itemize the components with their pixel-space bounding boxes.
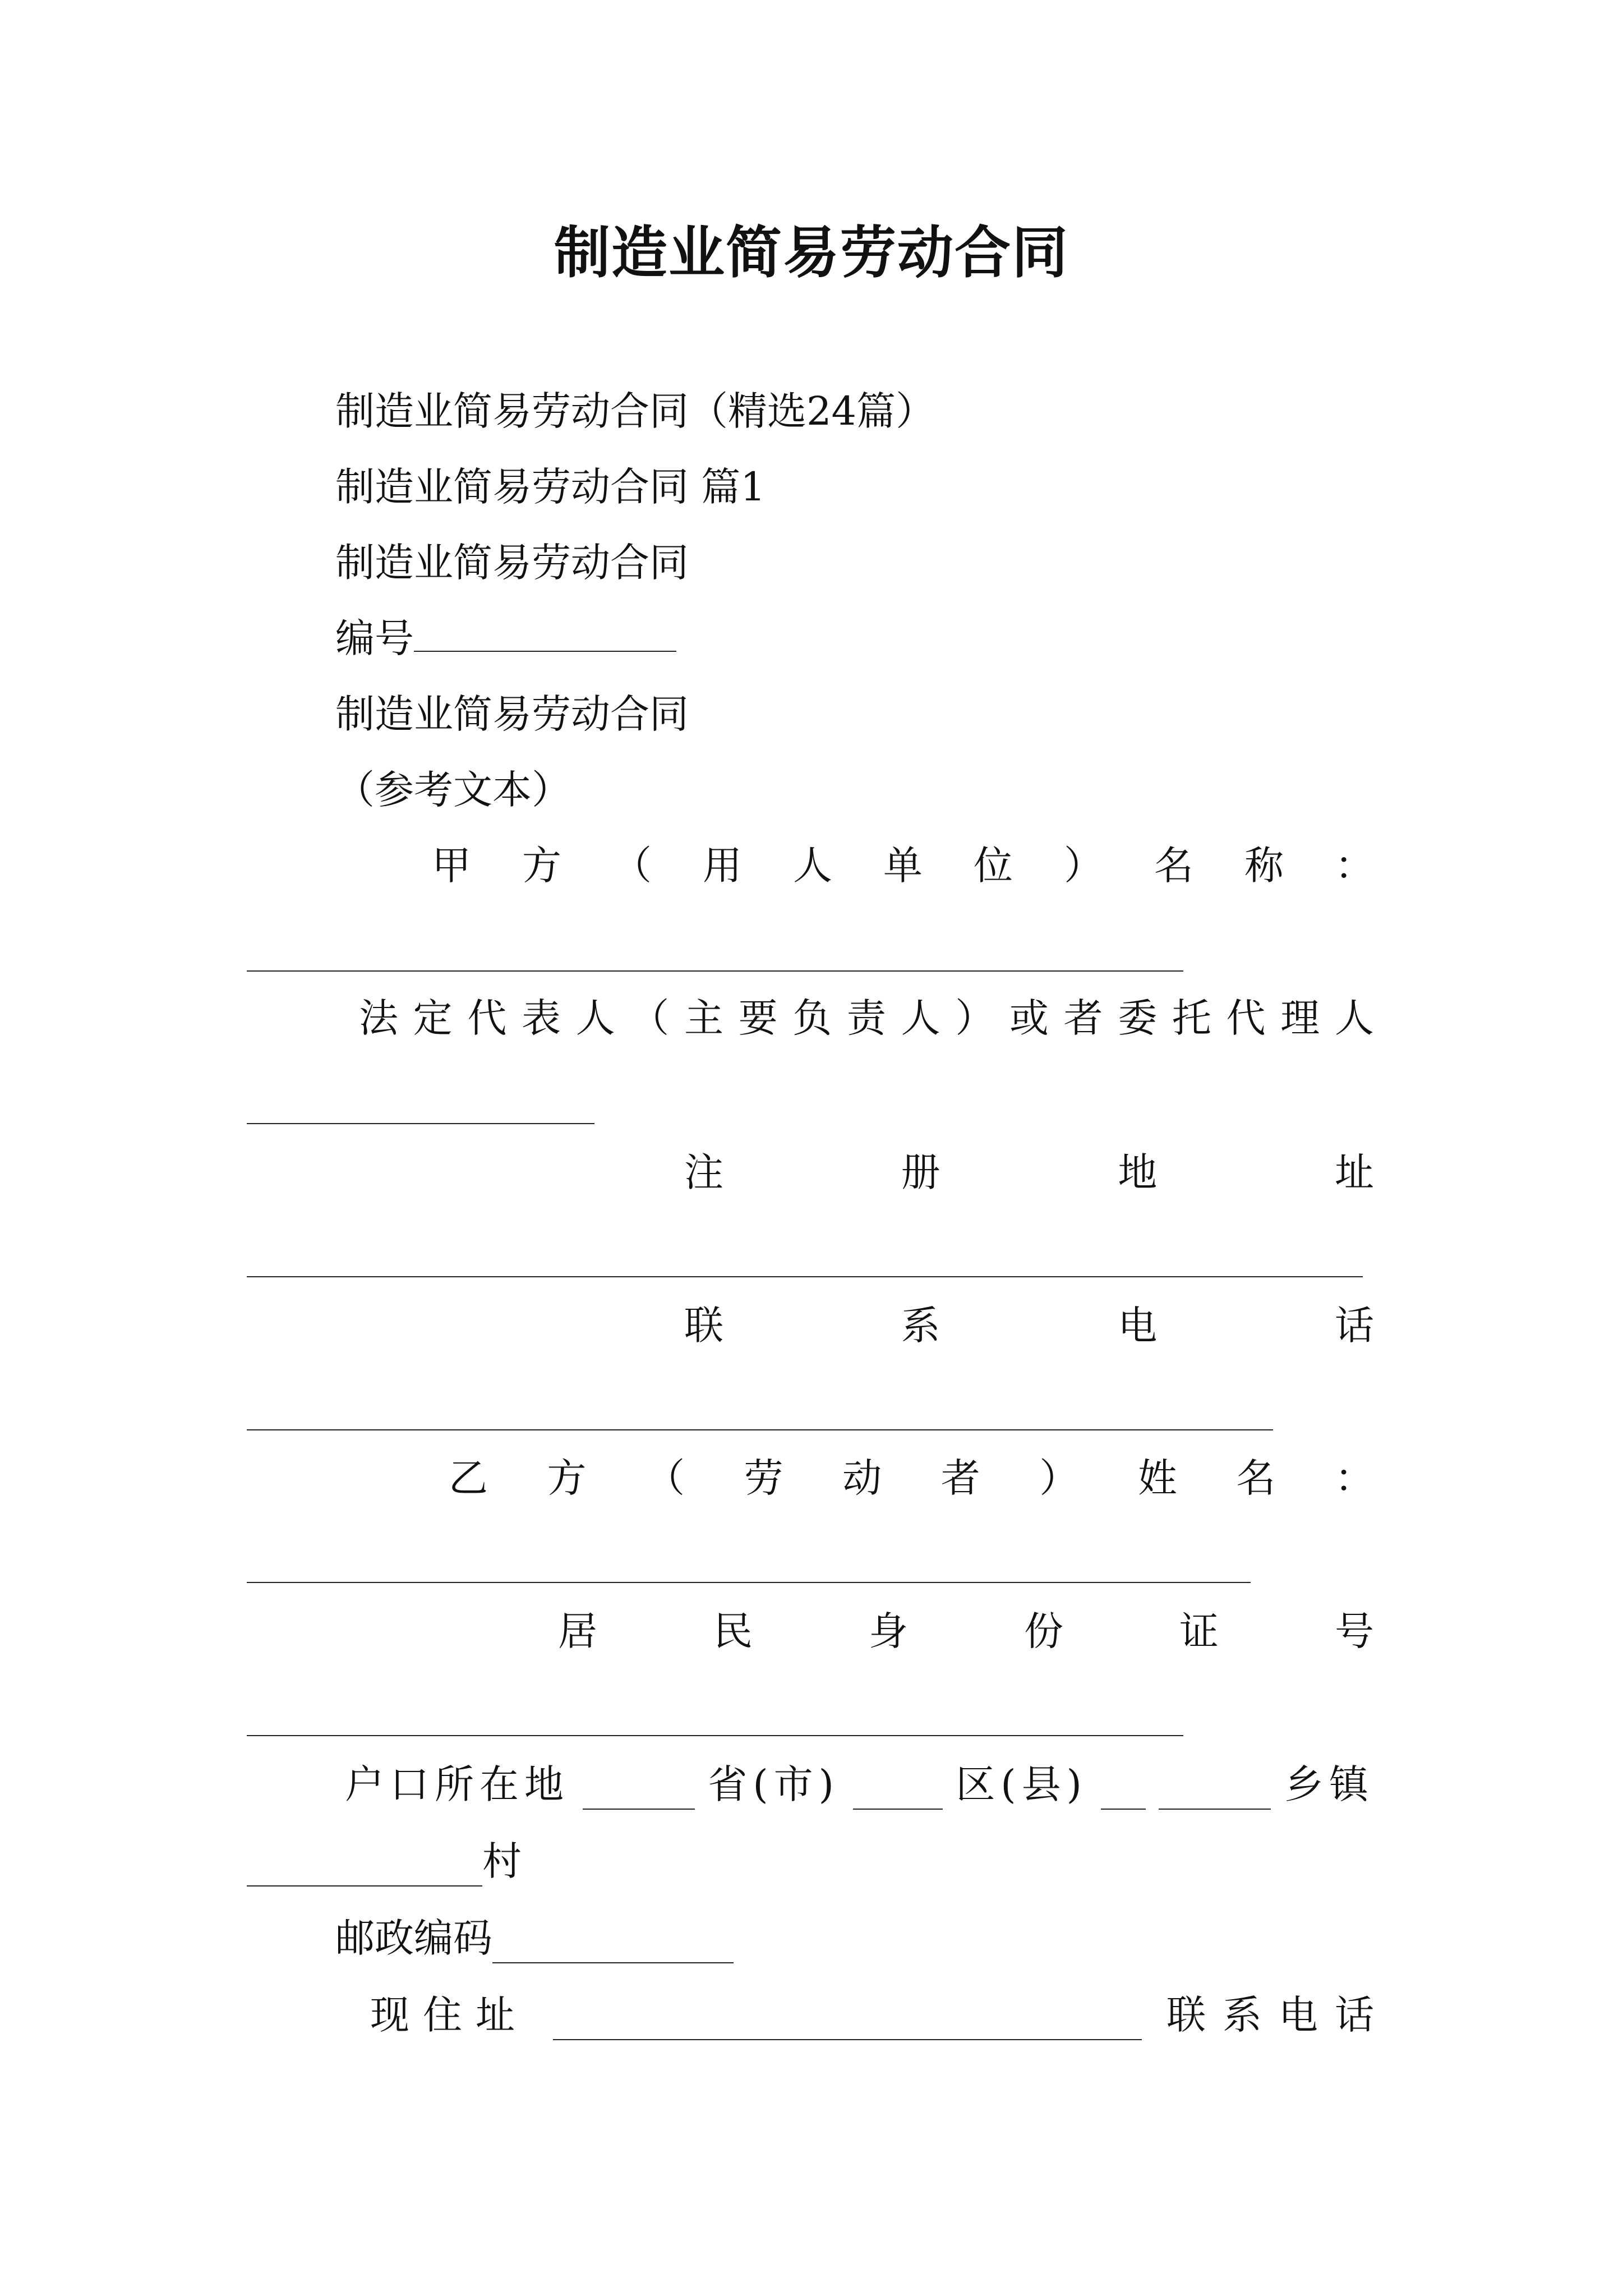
postcode-label: 邮政编码	[335, 1915, 492, 1961]
contract-name-repeat: 制造业简易劳动合同	[335, 691, 689, 737]
current-address-field[interactable]	[553, 2002, 1142, 2040]
contract-name: 制造业简易劳动合同	[335, 540, 689, 586]
party-a-name-field[interactable]	[247, 970, 1183, 972]
hukou-label: 户口所在地	[345, 1761, 569, 1807]
registered-address-label: 注 册 地 址	[684, 1149, 1374, 1195]
id-number-label: 居 民 身 份 证 号	[558, 1608, 1374, 1654]
party-a-phone-field[interactable]	[247, 1429, 1273, 1430]
contact-phone-label: 联系电话	[1166, 1992, 1391, 2038]
serial-number-row	[335, 613, 676, 664]
document-title: 制造业简易劳动合同	[554, 219, 1069, 286]
current-address-row	[370, 1990, 1391, 2040]
hukou-district-field[interactable]	[853, 1772, 943, 1810]
hukou-village-field[interactable]	[247, 1848, 482, 1887]
party-a-phone-label: 联 系 电 话	[684, 1303, 1374, 1349]
serial-number-field[interactable]	[414, 614, 676, 652]
hukou-village-label: 村	[482, 1838, 522, 1884]
hukou-district-gap-field[interactable]	[1101, 1772, 1146, 1810]
heading-selection: 制造业简易劳动合同（精选24篇）	[335, 388, 935, 434]
registered-address-field[interactable]	[247, 1276, 1363, 1277]
hukou-village-row	[247, 1836, 522, 1887]
hukou-province-label: 省(市)	[708, 1761, 840, 1807]
hukou-town-field[interactable]	[1159, 1772, 1271, 1810]
party-b-name-label: 乙 方 （ 劳 动 者 ） 姓 名 ：	[449, 1455, 1374, 1501]
postcode-field[interactable]	[492, 1925, 734, 1963]
reference-text-note: （参考文本）	[335, 767, 571, 813]
party-a-representative-field[interactable]	[247, 1123, 594, 1124]
serial-number-label: 编号	[335, 615, 414, 661]
current-address-label: 现住址	[370, 1992, 528, 2038]
hukou-province-field[interactable]	[583, 1772, 695, 1810]
postcode-row	[335, 1913, 734, 1963]
party-a-representative-label: 法 定 代 表 人 （ 主 要 负 责 人 ） 或 者 委 托 代 理 人	[359, 995, 1374, 1041]
heading-article-1: 制造业简易劳动合同 篇1	[335, 464, 766, 510]
party-a-name-label: 甲 方 （ 用 人 单 位 ） 名 称 ：	[432, 843, 1374, 889]
hukou-town-label: 乡镇	[1284, 1761, 1374, 1807]
hukou-row	[345, 1759, 1374, 1810]
id-number-field[interactable]	[247, 1735, 1183, 1736]
hukou-district-label: 区(县)	[956, 1761, 1087, 1807]
party-b-name-field[interactable]	[247, 1582, 1251, 1583]
